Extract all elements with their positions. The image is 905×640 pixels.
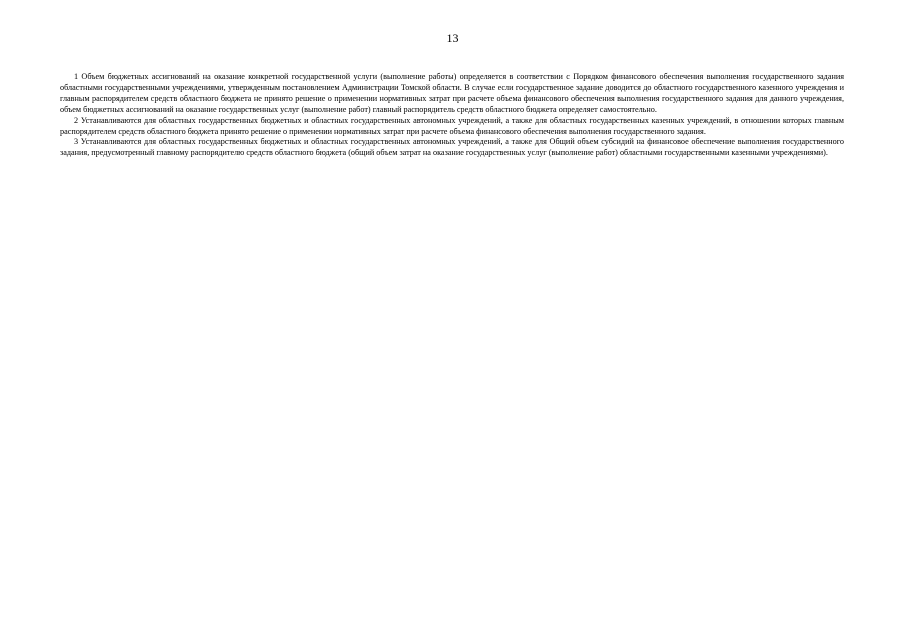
- footnote-1: 1 Объем бюджетных ассигнований на оказание конкретной государственной услуги (выполнение работы) определяется в соответствии с Порядком финансового обеспечения выполнения государственного задания областными государственными учреждениями, утвержденным постановлением Администрации Томской области. В случае если государственное задание доводится до областного государственного казенного учреждения и главным распорядителем средств областного бюджета не принято решение о применении нормативных затрат при расчете объема финансового обеспечения выполнения государственного задания для данного учреждения, объем бюджетных ассигнований на оказание государственных услуг (выполнение работ) главный распорядитель средств областного бюджета определяет самостоятельно.: [60, 72, 844, 114]
- footnote-2: 2 Устанавливаются для областных государственных бюджетных и областных государственных автономных учреждений, а также для областных государственных казенных учреждений, в отношении которых главным распорядителем средств областного бюджета принято решение о применении нормативных затрат при расчете объема финансового обеспечения выполнения государственного задания.: [60, 115, 844, 136]
- page-number: 13: [446, 31, 459, 45]
- footnote-3: 3 Устанавливаются для областных государственных бюджетных и областных государственных автономных учреждений, а также для Общий объем субсидий на финансовое обеспечение выполнения государственного задания, предусмотренный главному распорядителю средств областного бюджета (общий объем затрат на оказание государственных услуг (выполнение работ) областными государственными казенными учреждениями).: [60, 137, 844, 158]
- footnotes: [60, 72, 844, 159]
